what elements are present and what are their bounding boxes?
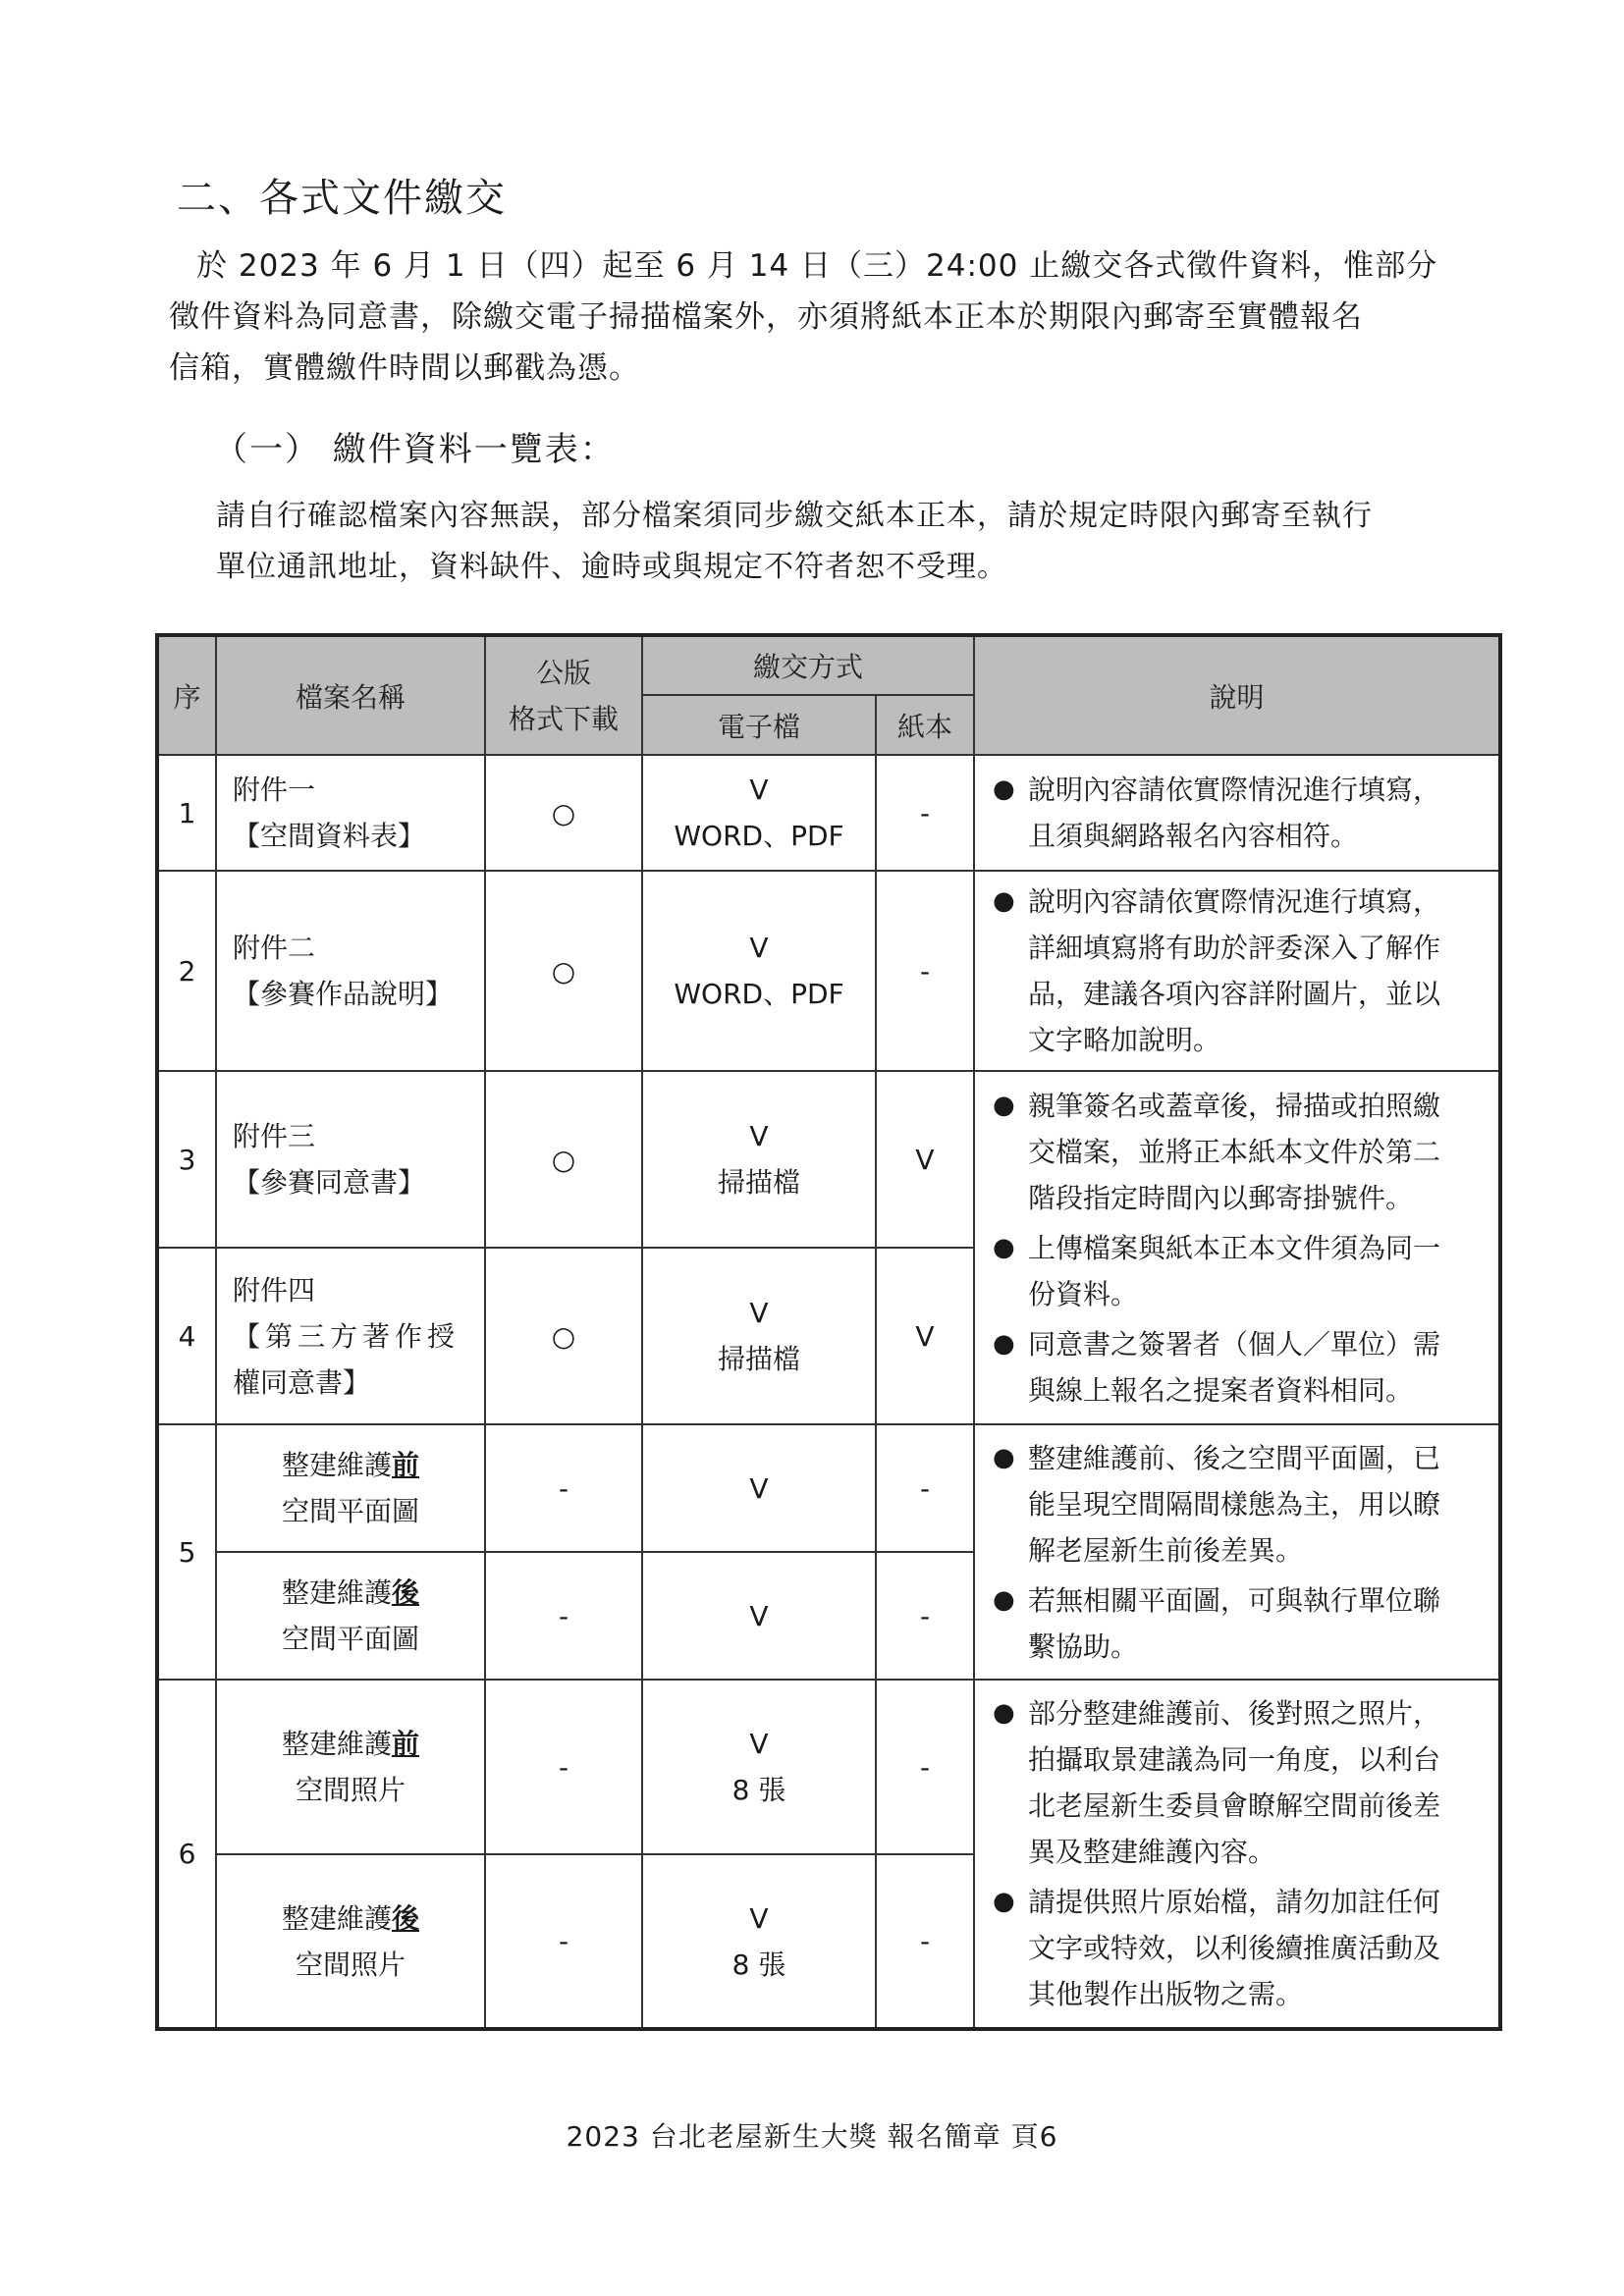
file-name-line bbox=[217, 1570, 484, 1616]
bullet-line: 階段指定時間內以郵寄掛號件。 bbox=[1028, 1181, 1414, 1214]
template-cell: - bbox=[485, 1680, 642, 1854]
header-electronic: 電子檔 bbox=[642, 695, 876, 755]
file-name-line bbox=[217, 1442, 484, 1488]
bullet-line: 繫協助。 bbox=[1028, 1629, 1139, 1663]
file-name-line: 附件四 bbox=[233, 1273, 316, 1307]
file-name-cell bbox=[216, 1424, 485, 1552]
bullet-line: 上傳檔案與紙本正本文件須為同一 bbox=[1028, 1231, 1441, 1264]
electronic-format: WORD、PDF bbox=[674, 820, 844, 852]
file-name-line: 【參賽同意書】 bbox=[233, 1166, 426, 1199]
electronic-cell bbox=[642, 1854, 876, 2029]
name-emphasis: 後 bbox=[392, 1576, 420, 1609]
paper-cell: V bbox=[876, 1071, 974, 1248]
submission-table bbox=[155, 633, 1502, 2031]
file-name-cell bbox=[216, 1071, 485, 1248]
electronic-cell bbox=[642, 1680, 876, 1854]
electronic-format: 掃描檔 bbox=[717, 1343, 800, 1375]
bullet-icon: ● bbox=[993, 1232, 1015, 1262]
table-row bbox=[157, 871, 1500, 1071]
electronic-cell: V bbox=[642, 1552, 876, 1680]
bullet-line: 份資料。 bbox=[1028, 1277, 1139, 1310]
bullet-line: 交檔案，並將正本紙本文件於第二 bbox=[1028, 1135, 1441, 1168]
file-name-line: 【空間資料表】 bbox=[233, 820, 426, 852]
seq-cell: 6 bbox=[157, 1680, 216, 2029]
bullet-line: 詳細填寫將有助於評委深入了解作 bbox=[1028, 932, 1441, 964]
bullet-line: 能呈現空間隔間樣態為主，用以瞭 bbox=[1028, 1487, 1441, 1521]
header-description: 說明 bbox=[974, 635, 1500, 755]
template-cell: - bbox=[485, 1552, 642, 1680]
bullet-line: 整建維護前、後之空間平面圖，已 bbox=[1028, 1441, 1441, 1474]
description-cell bbox=[974, 755, 1500, 871]
file-name-line: 空間平面圖 bbox=[281, 1623, 419, 1655]
paper-cell: - bbox=[876, 871, 974, 1071]
bullet-line: 品，建議各項內容詳附圖片，並以 bbox=[1028, 978, 1441, 1010]
file-name-line: 空間平面圖 bbox=[281, 1495, 419, 1527]
seq-cell: 1 bbox=[157, 755, 216, 871]
seq-cell: 3 bbox=[157, 1071, 216, 1248]
bullet-line: 文字略加說明。 bbox=[1028, 1024, 1221, 1056]
template-cell: ○ bbox=[485, 755, 642, 871]
bullet-icon: ● bbox=[993, 774, 1015, 804]
bullet-item bbox=[985, 1577, 1489, 1670]
file-name-cell bbox=[216, 1680, 485, 1854]
bullet-line: 若無相關平面圖，可與執行單位聯 bbox=[1028, 1583, 1441, 1617]
electronic-mark: V bbox=[749, 1297, 769, 1329]
intro-line: 信箱，實體繳件時間以郵戳為憑。 bbox=[169, 350, 640, 386]
header-template bbox=[485, 635, 642, 755]
bullet-item bbox=[985, 1879, 1489, 2017]
file-name-cell bbox=[216, 1248, 485, 1424]
name-emphasis: 前 bbox=[392, 1449, 420, 1481]
header-file-name: 檔案名稱 bbox=[216, 635, 485, 755]
template-cell: ○ bbox=[485, 1248, 642, 1424]
bullet-item bbox=[985, 1690, 1489, 1875]
bullet-line: 其他製作出版物之需。 bbox=[1028, 1978, 1304, 2010]
bullet-item bbox=[985, 879, 1489, 1063]
description-cell bbox=[974, 1680, 1500, 2029]
instruction-paragraph bbox=[216, 491, 1483, 593]
table-row bbox=[157, 1424, 1500, 1552]
electronic-mark: V bbox=[749, 1728, 769, 1760]
file-name-cell bbox=[216, 871, 485, 1071]
name-emphasis: 前 bbox=[392, 1728, 420, 1760]
bullet-line: 文字或特效，以利後續推廣活動及 bbox=[1028, 1932, 1441, 1964]
file-name-line: 空間照片 bbox=[295, 1948, 406, 1981]
bullet-line: 同意書之簽署者（個人／單位）需 bbox=[1028, 1327, 1441, 1361]
bullet-icon: ● bbox=[993, 1887, 1015, 1916]
file-name-line: 空間照片 bbox=[295, 1774, 406, 1806]
bullet-item bbox=[985, 1321, 1489, 1414]
electronic-format: 8 張 bbox=[731, 1774, 786, 1806]
bullet-item bbox=[985, 1225, 1489, 1317]
file-name-line: 【第三方著作授 bbox=[233, 1319, 460, 1353]
bullet-line: 與線上報名之提案者資料相同。 bbox=[1028, 1373, 1414, 1407]
electronic-format: WORD、PDF bbox=[674, 978, 844, 1010]
bullet-line: 異及整建維護內容。 bbox=[1028, 1836, 1276, 1868]
bullet-line: 親筆簽名或蓋章後，掃描或拍照繳 bbox=[1028, 1089, 1441, 1122]
bullet-icon: ● bbox=[993, 1090, 1015, 1120]
header-template-line: 公版 bbox=[535, 656, 591, 689]
bullet-icon: ● bbox=[993, 1584, 1015, 1615]
bullet-line: 解老屋新生前後差異。 bbox=[1028, 1533, 1304, 1567]
paper-cell: - bbox=[876, 1854, 974, 2029]
bullet-icon: ● bbox=[993, 1698, 1015, 1728]
name-prefix: 整建維護 bbox=[281, 1901, 392, 1935]
paper-cell: V bbox=[876, 1248, 974, 1424]
intro-line: 於 2023 年 6 月 1 日（四）起至 6 月 14 日（三）24:00 止繳交各式徵件資料，惟部分 bbox=[196, 248, 1438, 284]
bullet-line: 請提供照片原始檔，請勿加註任何 bbox=[1028, 1886, 1441, 1918]
electronic-format: 8 張 bbox=[731, 1948, 786, 1981]
template-cell: ○ bbox=[485, 1071, 642, 1248]
file-name-line: 權同意書】 bbox=[233, 1365, 371, 1399]
electronic-format: 掃描檔 bbox=[717, 1166, 800, 1199]
electronic-mark: V bbox=[749, 1120, 769, 1152]
instruction-line: 單位通訊地址，資料缺件、逾時或與規定不符者恕不受理。 bbox=[216, 550, 1007, 584]
instruction-line: 請自行確認檔案內容無誤，部分檔案須同步繳交紙本正本，請於規定時限內郵寄至執行 bbox=[216, 499, 1373, 533]
file-name-cell bbox=[216, 1552, 485, 1680]
paper-cell: - bbox=[876, 1424, 974, 1552]
file-name-line: 附件一 bbox=[233, 774, 316, 806]
electronic-cell bbox=[642, 871, 876, 1071]
header-method: 繳交方式 bbox=[642, 635, 974, 695]
bullet-line: 北老屋新生委員會瞭解空間前後差 bbox=[1028, 1789, 1441, 1822]
paper-cell: - bbox=[876, 1680, 974, 1854]
name-emphasis: 後 bbox=[392, 1901, 420, 1935]
bullet-icon: ● bbox=[993, 1328, 1015, 1359]
description-cell bbox=[974, 871, 1500, 1071]
name-prefix: 整建維護 bbox=[281, 1576, 392, 1609]
electronic-cell bbox=[642, 1071, 876, 1248]
description-cell bbox=[974, 1424, 1500, 1680]
bullet-line: 拍攝取景建議為同一角度，以利台 bbox=[1028, 1743, 1441, 1776]
bullet-item bbox=[985, 1435, 1489, 1574]
electronic-mark: V bbox=[749, 774, 769, 806]
bullet-icon: ● bbox=[993, 1442, 1015, 1472]
description-cell bbox=[974, 1071, 1500, 1424]
seq-cell: 5 bbox=[157, 1424, 216, 1680]
bullet-icon: ● bbox=[993, 886, 1015, 916]
template-cell: ○ bbox=[485, 871, 642, 1071]
header-paper: 紙本 bbox=[876, 695, 974, 755]
name-prefix: 整建維護 bbox=[281, 1728, 392, 1760]
template-cell: - bbox=[485, 1424, 642, 1552]
file-name-cell bbox=[216, 1854, 485, 2029]
intro-line: 徵件資料為同意書，除繳交電子掃描檔案外，亦須將紙本正本於期限內郵寄至實體報名 bbox=[169, 299, 1363, 335]
table-row bbox=[157, 1680, 1500, 1854]
bullet-line: 且須與網路報名內容相符。 bbox=[1028, 820, 1359, 852]
electronic-cell bbox=[642, 755, 876, 871]
seq-cell: 2 bbox=[157, 871, 216, 1071]
file-name-line bbox=[217, 1896, 484, 1942]
bullet-line: 部分整建維護前、後對照之照片， bbox=[1028, 1697, 1441, 1730]
file-name-line: 附件二 bbox=[233, 932, 316, 964]
electronic-mark: V bbox=[749, 932, 769, 964]
file-name-line: 附件三 bbox=[233, 1120, 316, 1152]
table-row bbox=[157, 1071, 1500, 1248]
subsection-heading: （一） 繳件資料一覽表： bbox=[214, 430, 616, 469]
bullet-line: 說明內容請依實際情況進行填寫， bbox=[1028, 885, 1441, 918]
page-footer: 2023 台北老屋新生大獎 報名簡章 頁6 bbox=[566, 2120, 1058, 2153]
file-name-cell bbox=[216, 755, 485, 871]
header-template-line: 格式下載 bbox=[508, 702, 619, 735]
bullet-line: 說明內容請依實際情況進行填寫， bbox=[1028, 774, 1441, 806]
bullet-item bbox=[985, 1083, 1489, 1221]
bullet-item bbox=[985, 767, 1489, 859]
electronic-cell bbox=[642, 1248, 876, 1424]
seq-cell: 4 bbox=[157, 1248, 216, 1424]
header-seq: 序 bbox=[157, 635, 216, 755]
name-prefix: 整建維護 bbox=[281, 1449, 392, 1481]
electronic-cell: V bbox=[642, 1424, 876, 1552]
file-name-line: 【參賽作品說明】 bbox=[233, 978, 454, 1010]
intro-paragraph bbox=[169, 240, 1473, 394]
paper-cell: - bbox=[876, 1552, 974, 1680]
section-heading: 二、各式文件繳交 bbox=[177, 176, 507, 221]
template-cell: - bbox=[485, 1854, 642, 2029]
paper-cell: - bbox=[876, 755, 974, 871]
file-name-line bbox=[217, 1721, 484, 1767]
table-row bbox=[157, 755, 1500, 871]
electronic-mark: V bbox=[749, 1901, 769, 1935]
